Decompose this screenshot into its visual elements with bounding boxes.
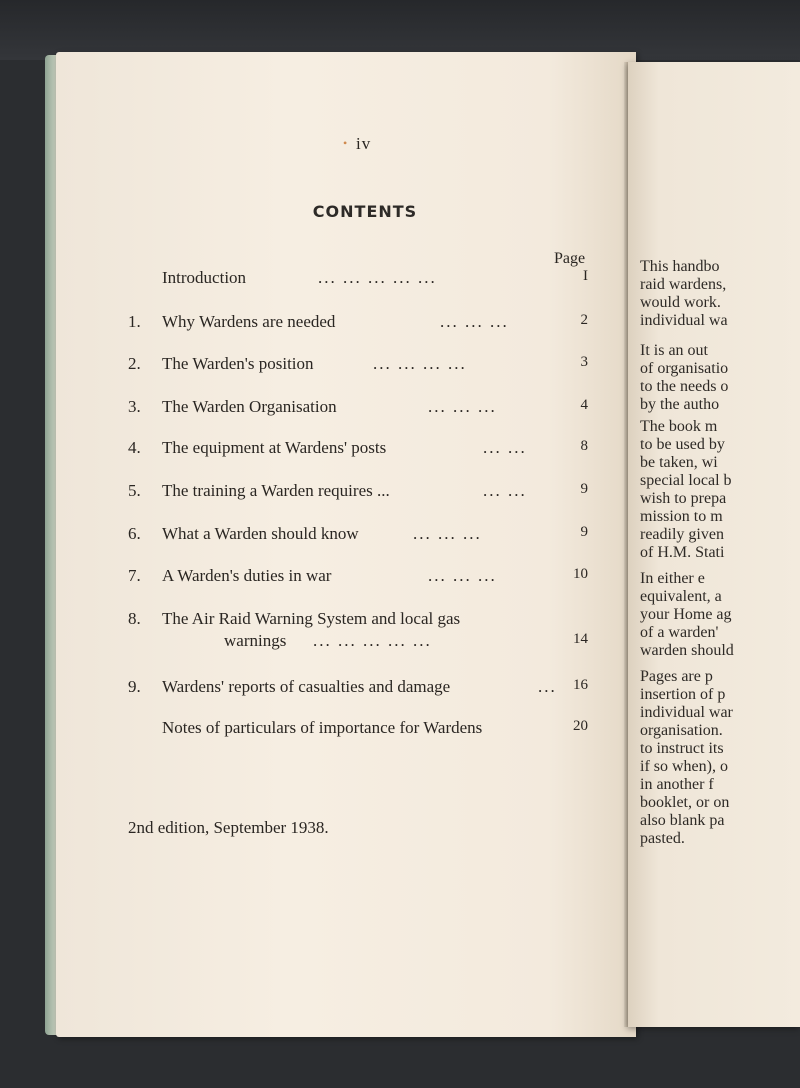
- right-page-line: pasted.: [640, 830, 685, 847]
- toc-leader-dots: ... ... ... ... ...: [313, 631, 432, 650]
- toc-entry-page: 4: [580, 397, 588, 413]
- toc-entry-page: 20: [573, 718, 588, 734]
- right-page-line: in another f: [640, 776, 714, 793]
- right-page-line: wish to prepa: [640, 490, 727, 507]
- right-page-line: The book m: [640, 418, 718, 435]
- edition-note: 2nd edition, September 1938.: [128, 818, 329, 837]
- toc-entry: [128, 354, 588, 378]
- toc-entry-title: The Warden's position: [162, 354, 314, 373]
- toc-entry: [128, 438, 588, 462]
- toc-entry-number: 9.: [128, 677, 141, 696]
- right-page-line: insertion of p: [640, 686, 726, 703]
- toc-entry: [128, 677, 588, 701]
- toc-leader-dots: ... ... ...: [428, 566, 497, 585]
- toc-entry-title: A Warden's duties in war: [162, 566, 332, 585]
- page-number: iv: [356, 134, 372, 153]
- toc-leader-dots: ... ... ... ...: [373, 354, 467, 373]
- toc-leader-dots: ... ... ...: [413, 524, 482, 543]
- right-page-line: special local b: [640, 472, 732, 489]
- right-page-line: It is an out: [640, 342, 708, 359]
- contents-heading: CONTENTS: [312, 202, 418, 221]
- toc-entry: [128, 718, 588, 742]
- toc-entry-number: 4.: [128, 438, 141, 457]
- toc-leader-dots: ... ...: [483, 438, 527, 457]
- toc-entry: [128, 631, 588, 655]
- toc-leader-dots: ... ... ...: [428, 397, 497, 416]
- toc-entry-title: What a Warden should know: [162, 524, 359, 543]
- right-page-line: warden should: [640, 642, 734, 659]
- toc-leader-dots: ... ... ...: [440, 312, 509, 331]
- right-page-line: individual war: [640, 704, 733, 721]
- toc-entry: [128, 566, 588, 590]
- right-page-line: equivalent, a: [640, 588, 722, 605]
- toc-entry: [128, 481, 588, 505]
- right-page-line: if so when), o: [640, 758, 728, 775]
- toc-entry-page: I: [583, 268, 588, 284]
- right-page-line: to instruct its: [640, 740, 724, 757]
- toc-entry: [128, 524, 588, 548]
- toc-entry-title: The Warden Organisation: [162, 397, 337, 416]
- toc-entry-title: Why Wardens are needed: [162, 312, 336, 331]
- toc-entry-page: 2: [580, 312, 588, 328]
- toc-entry-page: 8: [580, 438, 588, 454]
- toc-entry-number: 2.: [128, 354, 141, 373]
- right-page-line: of a warden': [640, 624, 719, 641]
- toc-entry-number: 3.: [128, 397, 141, 416]
- toc-entry-page: 10: [573, 566, 588, 582]
- toc-entry-page: 16: [573, 677, 588, 693]
- toc-entry-number: 5.: [128, 481, 141, 500]
- toc-entry: [128, 268, 588, 292]
- background: [0, 0, 800, 60]
- right-page-line: to be used by: [640, 436, 725, 453]
- toc-entry-title: Notes of particulars of importance for Wardens: [162, 718, 483, 737]
- toc-entry: [128, 397, 588, 421]
- right-page-line: of organisatio: [640, 360, 729, 377]
- toc-entry-title: The training a Warden requires ...: [162, 481, 390, 500]
- right-page-line: readily given: [640, 526, 724, 543]
- toc-entry-number: 6.: [128, 524, 141, 543]
- right-page-line: your Home ag: [640, 606, 732, 623]
- right-page-line: be taken, wi: [640, 454, 718, 471]
- toc-entry-title: Wardens' reports of casualties and damage: [162, 677, 451, 696]
- toc-leader-dots: ... ...: [483, 481, 527, 500]
- toc-entry-title: The equipment at Wardens' posts: [162, 438, 387, 457]
- toc-entry-number: 7.: [128, 566, 141, 585]
- right-page-line: also blank pa: [640, 812, 725, 829]
- right-page-line: This handbo: [640, 258, 720, 275]
- right-page-line: individual wa: [640, 312, 728, 329]
- right-page-line: mission to m: [640, 508, 723, 525]
- toc-entry-title: The Air Raid Warning System and local gas: [162, 609, 461, 628]
- toc-entry: [128, 609, 588, 633]
- page-column-label: Page: [554, 250, 586, 267]
- toc-entry-page: 3: [580, 354, 588, 370]
- right-page-line: In either e: [640, 570, 705, 587]
- toc-entry-number: 8.: [128, 609, 141, 628]
- right-page-line: of H.M. Stati: [640, 544, 725, 561]
- toc-leader-dots: ... ... ... ... ...: [318, 268, 437, 287]
- toc-entry-page: 9: [580, 481, 588, 497]
- right-page-line: raid wardens,: [640, 276, 727, 293]
- toc-entry-page: 9: [580, 524, 588, 540]
- toc-entry-number: 1.: [128, 312, 141, 331]
- right-page-line: organisation.: [640, 722, 723, 739]
- toc-entry-title: Introduction: [162, 268, 247, 287]
- right-page-line: by the autho: [640, 396, 720, 413]
- right-page-line: booklet, or on: [640, 794, 730, 811]
- right-page-line: would work.: [640, 294, 721, 311]
- toc-entry: [128, 312, 588, 336]
- right-page-line: to the needs o: [640, 378, 729, 395]
- ink-mark: •: [343, 136, 348, 150]
- toc-leader-dots: ...: [538, 677, 557, 696]
- toc-entry-page: 14: [573, 631, 588, 647]
- right-page-line: Pages are p: [640, 668, 713, 685]
- toc-entry-title: warnings: [224, 631, 287, 650]
